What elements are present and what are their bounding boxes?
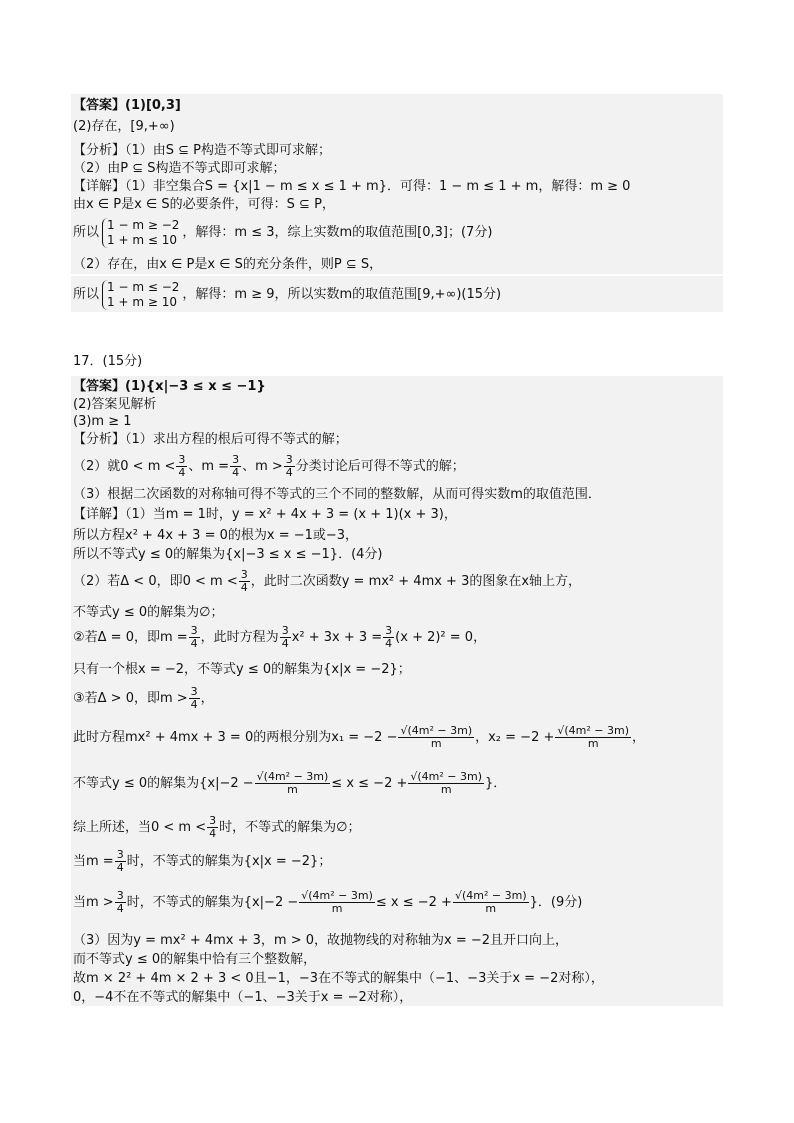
fraction: $\frac{3}{4}$ xyxy=(190,624,198,650)
q17-detail-1: 【详解】（1）当m = 1时，y = x² + 4x + 3 = (x + 1)(x + 3)， xyxy=(73,507,457,522)
radical-fraction: $\frac{\text{√(4m² − 3m)}}{m}$ xyxy=(410,770,483,796)
q17-summary-1: 综上所述，当0 < m < $\frac{3}{4}$ 时，不等式的解集为∅； xyxy=(73,814,361,840)
q17-part3-line1: （3）因为y = mx² + 4mx + 3，m > 0，故抛物线的对称轴为x = −2且开口向上， xyxy=(73,933,569,948)
q17-part2-line5: ③若Δ > 0，即m > $\frac{3}{4}$ ， xyxy=(73,685,214,711)
inequality-system: 1 − m ≥ −2 1 + m ≤ 10 xyxy=(102,218,179,248)
q17-part3-line2: 而不等式y ≤ 0的解集中恰有三个整数解， xyxy=(73,952,317,967)
radical-fraction: $\frac{\text{√(4m² − 3m)}}{m}$ xyxy=(301,889,373,915)
q17-part2-line7: 不等式y ≤ 0的解集为{x|−2 − $\frac{\text{√(4m² − 3m)}}{m}$ ≤ x ≤ −2 + $\frac{\text{√(4m² − 3m)}}{m}$ }． xyxy=(73,770,507,796)
q17-title: 17．(15分) xyxy=(73,354,143,369)
q17-part3-line3: 故m × 2² + 4m × 2 + 3 < 0且−1，−3在不等式的解集中（−1、−3关于x = −2对称）， xyxy=(73,971,604,986)
fraction: $\frac{3}{4}$ xyxy=(116,889,124,915)
fraction: $\frac{3}{4}$ xyxy=(178,453,186,479)
q17-part2-line1: （2）若Δ < 0，即0 < m < $\frac{3}{4}$ ，此时二次函数y = mx² + 4mx + 3的图象在x轴上方， xyxy=(73,568,582,594)
fraction: $\frac{3}{4}$ xyxy=(240,568,248,594)
q17-analysis-2: （2）就0 < m < $\frac{3}{4}$ 、m = $\frac{3}{4}$ 、m > $\frac{3}{4}$ 分类讨论后可得不等式的解； xyxy=(73,453,465,479)
inequality-system: 1 − m ≤ −2 1 + m ≥ 10 xyxy=(102,280,179,310)
fraction: $\frac{3}{4}$ xyxy=(232,453,240,479)
q17-answer-1: 【答案】(1){x|−3 ≤ x ≤ −1} xyxy=(73,379,266,394)
fraction: $\frac{3}{4}$ xyxy=(209,814,217,840)
q16-part-2: （2）存在，由x ∈ P是x ∈ S的充分条件，则P ⊆ S， xyxy=(73,257,383,272)
q17-part2-line2: 不等式y ≤ 0的解集为∅； xyxy=(73,605,224,620)
q16-answer-2: (2)存在，[9,+∞) xyxy=(73,119,175,134)
q17-answer-3: (3)m ≥ 1 xyxy=(73,414,132,429)
q17-analysis-3: （3）根据二次函数的对称轴可得不等式的三个不同的整数解，从而可得实数m的取值范围． xyxy=(73,487,601,502)
q16-system-1: 所以 1 − m ≥ −2 1 + m ≤ 10 ，解得：m ≤ 3，综上实数m的取值范围[0,3]；(7分) xyxy=(73,217,493,247)
fraction: $\frac{3}{4}$ xyxy=(190,685,198,711)
q17-answer-2: (2)答案见解析 xyxy=(73,397,157,412)
fraction: $\frac{3}{4}$ xyxy=(281,624,289,650)
q17-summary-3: 当m > $\frac{3}{4}$ 时，不等式的解集为{x|−2 − $\frac{\text{√(4m² − 3m)}}{m}$ ≤ x ≤ −2 + $\frac{\text{√(4m² − 3m)}}{m}$ }．(9分) xyxy=(73,889,583,915)
q16-system-2: 所以 1 − m ≤ −2 1 + m ≥ 10 ，解得：m ≥ 9，所以实数m的取值范围[9,+∞)(15分) xyxy=(73,279,502,309)
q16-answer-1: 【答案】(1)[0,3] xyxy=(73,98,181,113)
fraction: $\frac{3}{4}$ xyxy=(116,848,124,874)
radical-fraction: $\frac{\text{√(4m² − 3m)}}{m}$ xyxy=(454,889,527,915)
fraction: $\frac{3}{4}$ xyxy=(285,453,293,479)
q16-detail-1: 【详解】（1）非空集合S = {x|1 − m ≤ x ≤ 1 + m}．可得：1 − m ≤ 1 + m，解得：m ≥ 0 xyxy=(73,179,631,194)
q16-detail-2: 由x ∈ P是x ∈ S的必要条件，可得：S ⊆ P， xyxy=(73,197,335,212)
q17-analysis-1: 【分析】（1）求出方程的根后可得不等式的解； xyxy=(73,432,348,447)
fraction: $\frac{3}{4}$ xyxy=(385,624,393,650)
q17-summary-2: 当m = $\frac{3}{4}$ 时，不等式的解集为{x|x = −2}； xyxy=(73,848,332,874)
q17-part2-line3: ②若Δ = 0，即m = $\frac{3}{4}$ ，此时方程为 $\frac{3}{4}$ x² + 3x + 3 = $\frac{3}{4}$ (x + 2)² = 0， xyxy=(73,624,487,650)
radical-fraction: $\frac{\text{√(4m² − 3m)}}{m}$ xyxy=(557,724,630,750)
q16-analysis-1: 【分析】（1）由S ⊆ P构造不等式即可求解； xyxy=(73,143,332,158)
q16-analysis-2: （2）由P ⊆ S构造不等式即可求解； xyxy=(73,161,286,176)
q17-detail-2: 所以方程x² + 4x + 3 = 0的根为x = −1或−3， xyxy=(73,528,359,543)
q17-part2-line4: 只有一个根x = −2，不等式y ≤ 0的解集为{x|x = −2}； xyxy=(73,662,411,677)
q17-part3-line4: 0，−4不在不等式的解集中（−1、−3关于x = −2对称）， xyxy=(73,990,413,1005)
radical-fraction: $\frac{\text{√(4m² − 3m)}}{m}$ xyxy=(400,724,473,750)
radical-fraction: $\frac{\text{√(4m² − 3m)}}{m}$ xyxy=(256,770,329,796)
q17-detail-3: 所以不等式y ≤ 0的解集为{x|−3 ≤ x ≤ −1}．(4分) xyxy=(73,547,383,562)
q17-part2-line6: 此时方程mx² + 4mx + 3 = 0的两根分别为x₁ = −2 − $\frac{\text{√(4m² − 3m)}}{m}$ ，x₂ = −2 + $\frac{\text{√(4m² − 3m)}}{m}$ ， xyxy=(73,724,646,750)
